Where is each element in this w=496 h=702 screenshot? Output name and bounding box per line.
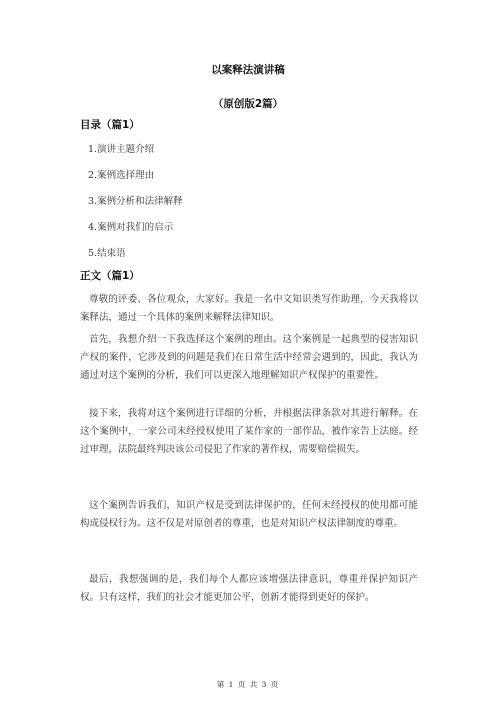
body-heading: 正文（篇1） [80,270,140,282]
toc-item: 3.案例分析和法律解释 [88,196,183,207]
table-of-contents [88,143,183,273]
toc-item: 5.结束语 [88,248,126,259]
toc-item: 2.案例选择理由 [88,170,155,181]
body-paragraph: 首先，我想介绍一下我选择这个案例的理由。这个案例是一起典型的侵害知识产权的案件，它涉及到的问题是我们在日常生活中经常会遇到的，因此，我认为通过对这个案例的分析，我们可以更深入地理解知识产权保护的重要性。 [80,334,418,381]
page-number-footer: 第 1 页 共 3 页 [216,680,280,689]
body-paragraph: 接下来，我将对这个案例进行详细的分析，并根据法律条款对其进行解释。在这个案例中，一家公司未经授权使用了某作家的一部作品，被作家告上法庭。经过审理，法院最终判决该公司侵犯了作家的著作权，需要赔偿损失。 [80,408,418,455]
document-subtitle: （原创版2篇） [212,98,284,110]
toc-item: 4.案例对我们的启示 [88,222,174,233]
toc-heading: 目录（篇1） [80,119,140,131]
body-paragraph: 这个案例告诉我们，知识产权是受到法律保护的，任何未经授权的使用都可能构成侵权行为。这不仅是对原创者的尊重，也是对知识产权法律制度的尊重。 [80,500,418,529]
body-paragraph: 最后，我想强调的是，我们每个人都应该增强法律意识，尊重并保护知识产权。只有这样，我们的社会才能更加公平，创新才能得到更好的保护。 [80,574,418,603]
toc-item: 1.演讲主题介绍 [88,144,155,155]
body-paragraph: 尊敬的评委、各位观众，大家好。我是一名中文知识类写作助理，今天我将以案释法，通过一个具体的案例来解释法律知识。 [80,294,418,323]
document-title: 以案释法演讲稿 [211,64,285,76]
